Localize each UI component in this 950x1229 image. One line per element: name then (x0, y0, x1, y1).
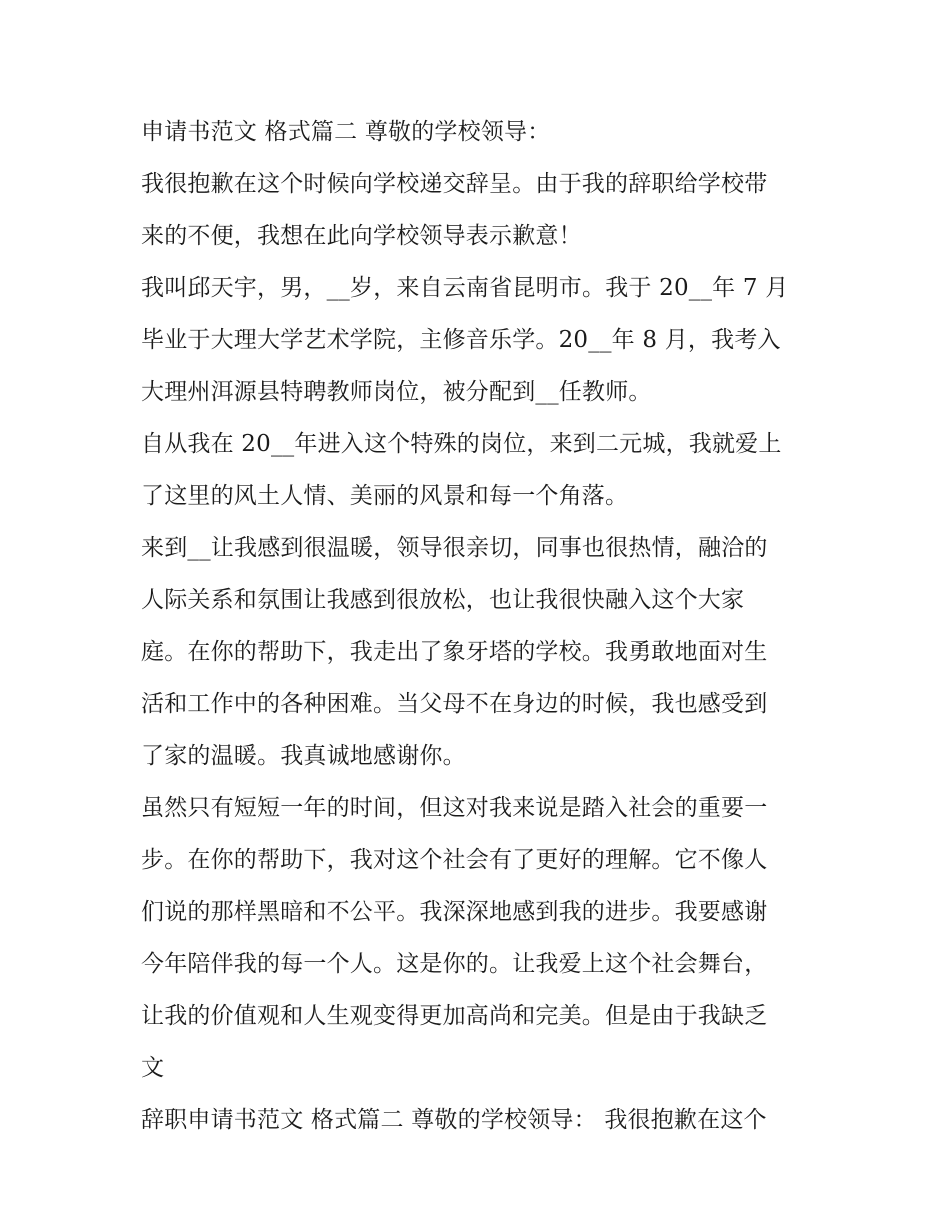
text-line: 人际关系和氛围让我感到很放松，也让我很快融入这个大家 (141, 587, 745, 613)
text-line: 来到__让我感到很温暖，领导很亲切，同事也很热情，融洽的 (141, 535, 768, 561)
text-line: 辞职申请书范文 格式篇二 尊敬的学校领导： 我很抱歉在这个 (141, 1107, 767, 1133)
text-line: 自从我在 20__年进入这个特殊的岗位，来到二元城，我就爱上 (141, 431, 782, 457)
document-body (141, 106, 817, 1146)
text-line: 了家的温暖。我真诚地感谢你。 (141, 743, 466, 769)
text-line: 申请书范文 格式篇二 尊敬的学校领导： (141, 119, 551, 145)
text-line: 活和工作中的各种困难。当父母不在身边的时候，我也感受到 (141, 691, 768, 717)
text-line: 文 (141, 1055, 165, 1081)
text-line: 我很抱歉在这个时候向学校递交辞呈。由于我的辞职给学校带 (141, 171, 768, 197)
text-line: 步。在你的帮助下，我对这个社会有了更好的理解。它不像人 (141, 847, 768, 873)
text-line: 让我的价值观和人生观变得更加高尚和完美。但是由于我缺乏 (141, 1003, 768, 1029)
text-line: 大理州洱源县特聘教师岗位，被分配到__任教师。 (141, 379, 652, 405)
text-line: 今年陪伴我的每一个人。这是你的。让我爱上这个社会舞台， (141, 951, 768, 977)
text-line: 庭。在你的帮助下，我走出了象牙塔的学校。我勇敢地面对生 (141, 639, 768, 665)
text-line: 们说的那样黑暗和不公平。我深深地感到我的进步。我要感谢 (141, 899, 768, 925)
text-line: 虽然只有短短一年的时间，但这对我来说是踏入社会的重要一 (141, 795, 768, 821)
text-line: 了这里的风土人情、美丽的风景和每一个角落。 (141, 483, 629, 509)
text-line: 我叫邱天宇，男，__岁，来自云南省昆明市。我于 20__年 7 月 (141, 275, 789, 301)
text-line: 毕业于大理大学艺术学院，主修音乐学。20__年 8 月，我考入 (141, 327, 781, 353)
text-line: 来的不便，我想在此向学校领导表示歉意！ (141, 223, 582, 249)
